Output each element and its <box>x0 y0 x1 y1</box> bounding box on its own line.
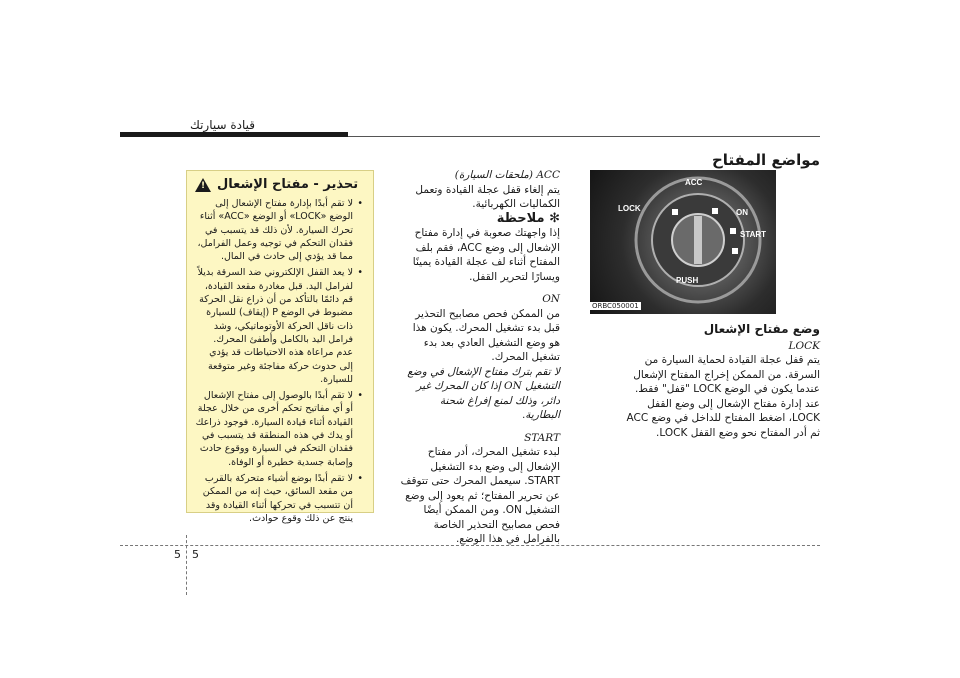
on-warning: لا تقم بترك مفتاح الإشعال في وضع التشغيل ON إذا كان المحرك غير دائر، وذلك لمنع إفراغ شحنة البطارية. <box>407 365 560 421</box>
warning-title-text: تحذير - مفتاح الإشعال <box>217 177 359 192</box>
start-title: START <box>524 431 560 444</box>
section-title: مواضع المفتاح <box>712 151 820 169</box>
note-heading <box>400 212 560 227</box>
photo-label-start: START <box>740 230 767 239</box>
photo-label-acc: ACC <box>685 178 703 187</box>
photo-label-lock: LOCK <box>618 204 641 213</box>
acc-title: ACC (ملحقات السيارة) <box>454 169 560 181</box>
warning-item: • لا تقم أبدًا بإدارة مفتاح الإشعال إلى الوضع «LOCK» أو الوضع «ACC» أثناء تحرك السيارة. لأن ذلك قد يتسبب في فقدان التحكم في توجيه وعمل الفرامل، مما قد يؤدي إلى حادث في المال. <box>195 197 353 263</box>
acc-text: يتم إلغاء قفل عجلة القيادة وتعمل الكماليات الكهربائية. <box>415 183 560 210</box>
ignition-switch-illustration <box>590 170 776 314</box>
ignition-position-heading: وضع مفتاح الإشعال <box>703 322 820 336</box>
footer-rule <box>120 545 820 546</box>
photo-code: ORBC050001 <box>592 302 639 310</box>
warning-item: • لا تقم أبدًا بالوصول إلى مفتاح الإشعال أو أي مفاتيح تحكم أخرى من خلال عجلة القيادة أثناء قيادة السيارة. فوجود ذراعك أو يدك في هذه المنطقة قد يتسبب في فقدان التحكم في السيارة ووقوع حادث وإصابة جسدية خطيرة أو الوفاة. <box>195 389 353 469</box>
page-number-left: 5 <box>174 548 181 561</box>
middle-column <box>400 168 560 547</box>
note-star-icon: ✻ <box>544 210 560 226</box>
warning-list <box>195 197 365 525</box>
right-column <box>620 322 820 440</box>
note-text: إذا واجهتك صعوبة في إدارة مفتاح الإشعال إلى وضع ACC، فقم بلف المفتاح أثناء لف عجلة القيادة يمينًا ويسارًا لتحرير القفل. <box>412 227 560 283</box>
ignition-photo <box>590 170 776 314</box>
lock-title: LOCK <box>788 339 820 352</box>
header-title: قيادة سيارتك <box>189 118 255 132</box>
on-text: من الممكن فحص مصابيح التحذير قبل بدء تشغيل المحرك. يكون هذا هو وضع التشغيل العادي بعد بدء تشغيل المحرك. <box>412 307 560 363</box>
lock-text: يتم قفل عجلة القيادة لحماية السيارة من السرقة. من الممكن إخراج المفتاح الإشعال عندما يكون في الوضع LOCK "قفل" فقط. عند إدارة مفتاح الإشعال إلى وضع القفل LOCK، اضغط المفتاح للداخل في وضع ACC ثم أدر المفتاح نحو وضع القفل LOCK. <box>626 354 820 439</box>
start-text: لبدء تشغيل المحرك، أدر مفتاح الإشعال إلى وضع بدء التشغيل START. سيعمل المحرك حتى تتوقف عن تحرير المفتاح؛ ثم يعود إلى وضع التشغيل ON. ومن الممكن أيضًا فحص مصابيح التحذير الخاصة بالفرامل في هذا الوضع. <box>400 446 560 545</box>
warning-triangle-icon: ! <box>195 178 211 192</box>
on-title: ON <box>542 293 560 305</box>
warning-item: • لا يعد القفل الإلكتروني ضد السرقة بديلاً لفرامل اليد. قبل مغادرة مقعد القيادة، قم دائمًا بالتأكد من أن ذراع نقل الحركة مضبوط في الوضع P (إيقاف) للسيارة ذات ناقل الحركة الأوتوماتيكي، وشد فرامل اليد بالكامل وأطفئ المحرك. عدم مراعاة هذه الاحتياطات قد يؤدي إلى حدوث حركة مفاجئة وغير متوقعة للسيارة. <box>195 266 353 386</box>
warning-box <box>186 170 374 524</box>
header-rule-bold <box>120 132 348 137</box>
photo-label-on: ON <box>736 208 748 217</box>
photo-label-push: PUSH <box>676 276 699 285</box>
warning-item: • لا تقم أبدًا بوضع أشياء متحركة بالقرب من مقعد السائق، حيث إنه من الممكن أن تتسبب في تحركها أثناء القيادة وقد ينتج عن ذلك وقوع حوادث. <box>195 472 353 525</box>
warning-title <box>195 177 365 192</box>
page-number-right: 5 <box>192 548 199 561</box>
footer-divider <box>186 535 187 595</box>
note-heading-text: ملاحظة <box>496 210 545 226</box>
